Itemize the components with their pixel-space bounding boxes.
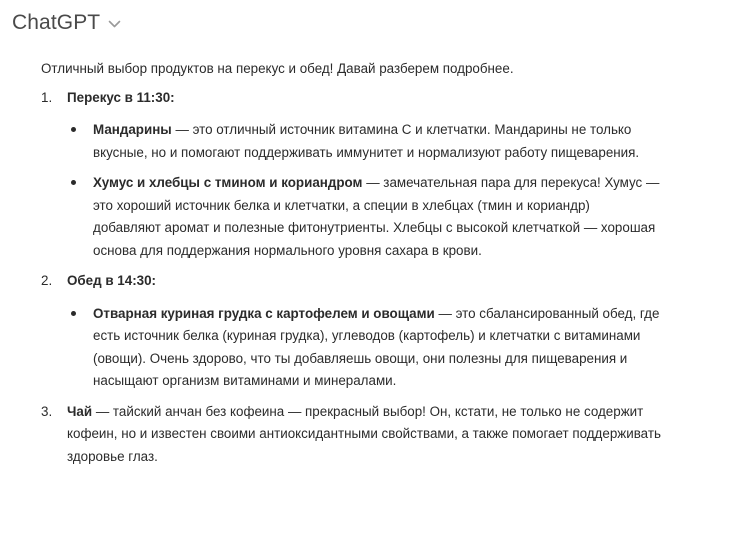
bullet-title: Мандарины bbox=[93, 122, 172, 137]
bullet-dot bbox=[71, 180, 76, 185]
bullet-dot bbox=[71, 127, 76, 132]
bullet-dot bbox=[71, 311, 76, 316]
bullet-item-mandarins bbox=[67, 119, 661, 164]
list-item-lunch bbox=[41, 270, 661, 393]
section-text: — тайский анчан без кофеина — прекрасный выбор! Он, кстати, не только не содержит кофеин, но и известен своими антиоксидантными свойствами, а также помогает поддерживать здоровье глаз. bbox=[67, 403, 661, 464]
bullet-list bbox=[67, 119, 661, 262]
list-number: 3. bbox=[41, 403, 53, 419]
bullet-text: — замечательная пара для перекуса! Хумус — это хороший источник белка и клетчатки, а специи в хлебцах (тмин и кориандр) добавляют аромат и полезные фитонутриенты. Хлебцы с высокой клетчаткой — хорошая основа для поддержания нормального уровня сахара в крови. bbox=[93, 175, 660, 258]
message-intro: Отличный выбор продуктов на перекус и обед! Давай разберем подробнее. bbox=[41, 61, 514, 76]
bullet-list bbox=[67, 303, 661, 393]
bullet-text: — это сбалансированный обед, где есть источник белка (куриная грудка), углеводов (картофель) и клетчатки с витаминами (овощи). Очень здорово, что ты добавляешь овощи, они полезны для пищеварения и насыщают организм витаминами и минералами. bbox=[93, 305, 660, 388]
section-heading: Чай bbox=[67, 403, 93, 419]
section-heading: Перекус в 11:30: bbox=[67, 89, 175, 105]
list-item-tea bbox=[41, 401, 661, 469]
chevron-down-icon[interactable] bbox=[108, 20, 121, 29]
bullet-title: Хумус и хлебцы с тмином и кориандром bbox=[93, 175, 363, 190]
bullet-title: Отварная куриная грудка с картофелем и овощами bbox=[93, 305, 435, 321]
bullet-item-hummus bbox=[67, 172, 661, 262]
bullet-item-chicken bbox=[67, 303, 661, 393]
list-number: 1. bbox=[41, 89, 53, 105]
assistant-message bbox=[41, 58, 661, 468]
list-number: 2. bbox=[41, 273, 53, 288]
model-selector-title[interactable]: ChatGPT bbox=[12, 11, 101, 34]
section-heading: Обед в 14:30: bbox=[67, 273, 157, 288]
bullet-text: — это отличный источник витамина С и клетчатки. Мандарины не только вкусные, но и помогают поддерживать иммунитет и нормализуют работу пищеварения. bbox=[93, 122, 640, 160]
chat-header bbox=[12, 9, 121, 37]
list-item-snack bbox=[41, 87, 661, 263]
